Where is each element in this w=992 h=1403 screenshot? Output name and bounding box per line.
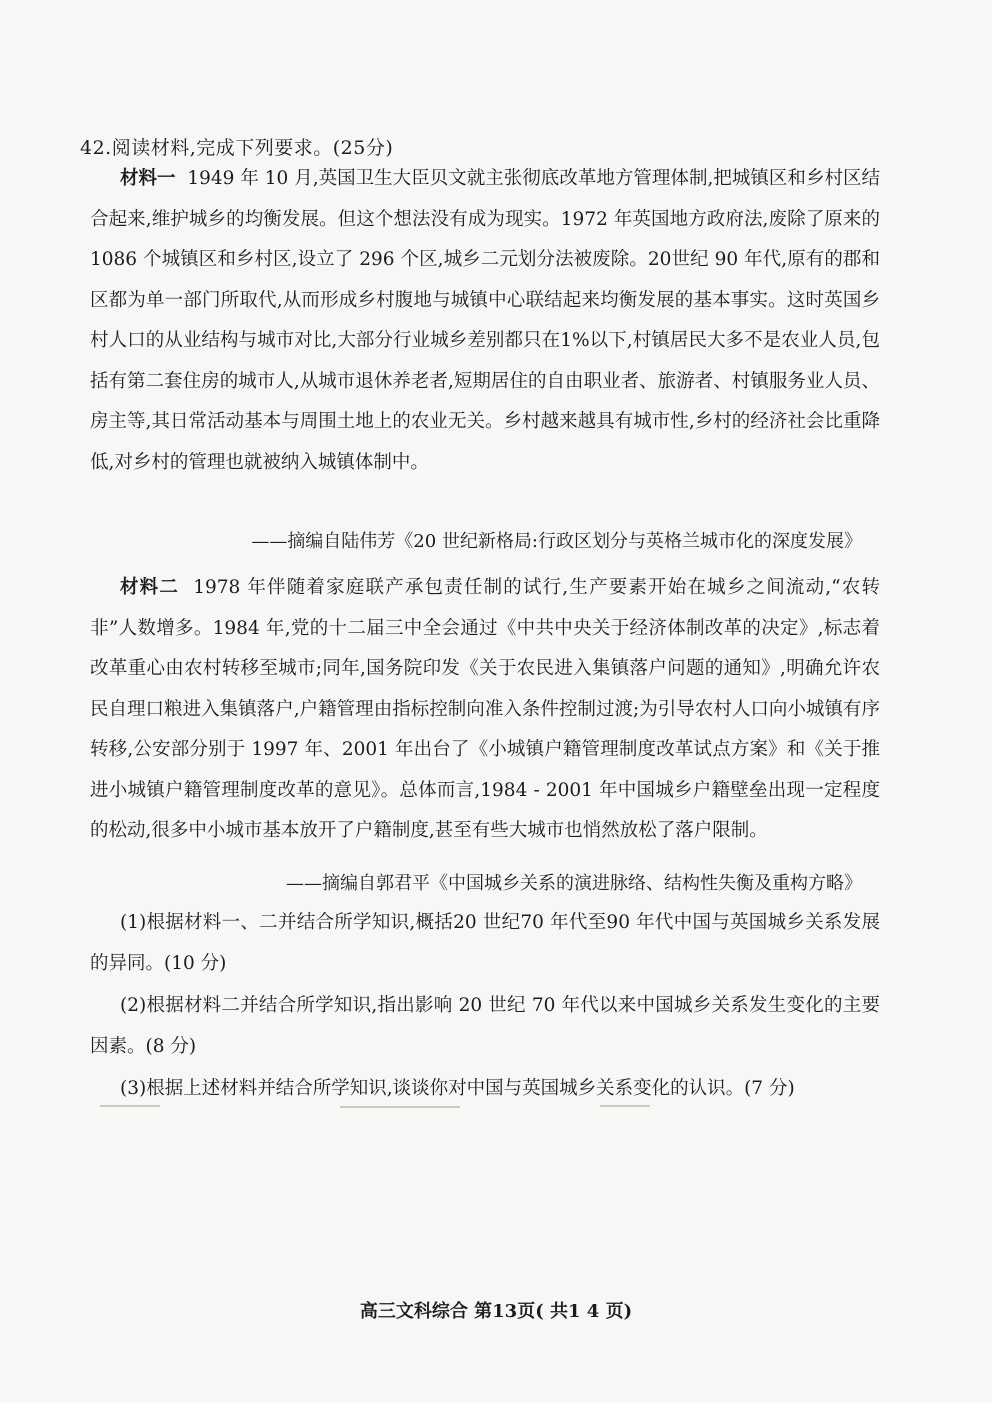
sub-question-2: (2)根据材料二并结合所学知识,指出影响 20 世纪 70 年代以来中国城乡关系发生变化的主要因素。(8 分) bbox=[90, 995, 880, 1057]
sub-question-1: (1)根据材料一、二并结合所学知识,概括20 世纪70 年代至90 年代中国与英国城乡关系发展的异同。(10 分) bbox=[90, 912, 880, 974]
material-two-paragraph bbox=[90, 568, 880, 852]
material-two-text: 1978 年伴随着家庭联产承包责任制的试行,生产要素开始在城乡之间流动,“农转非”人数增多。1984 年,党的十二届三中全会通过《中共中央关于经济体制改革的决定》,标志着改革重心由农村转移至城市;同年,国务院印发《关于农民进入集镇落户问题的通知》,明确允许农民自理口粮进入集镇落户,户籍管理由指标控制向准入条件控制过渡;为引导农村人口向小城镇有序转移,公安部分别于 1997 年、2001 年出台了《小城镇户籍管理制度改革试点方案》和《关于推进小城镇户籍管理制度改革的意见》。总体而言,1984 - 2001 年中国城乡户籍壁垒出现一定程度的松动,很多中小城市基本放开了户籍制度,甚至有些大城市也悄然放松了落户限制。 bbox=[90, 577, 880, 841]
page-footer: 高三文科综合 第13页( 共1 4 页) bbox=[359, 1301, 633, 1322]
material-one-label: 材料一 bbox=[120, 168, 176, 189]
material-two-label: 材料二 bbox=[120, 577, 180, 598]
scan-speck bbox=[340, 1106, 460, 1108]
scan-speck bbox=[600, 1105, 650, 1107]
material-one-text: 1949 年 10 月,英国卫生大臣贝文就主张彻底改革地方管理体制,把城镇区和乡村区结合起来,维护城乡的均衡发展。但这个想法没有成为现实。1972 年英国地方政府法,废除了原来的1086 个城镇区和乡村区,设立了 296 个区,城乡二元划分法被废除。20世纪 90 年代,原有的郡和区都为单一部门所取代,从而形成乡村腹地与城镇中心联结起来均衡发展的基本事实。这时英国乡村人口的从业结构与城市对比,大部分行业城乡差别都只在1%以下,村镇居民大多不是农业人员,包括有第二套住房的城市人,从城市退休养老者,短期居住的自由职业者、旅游者、村镇服务业人员、房主等,其日常活动基本与周围土地上的农业无关。乡村越来越具有城市性,乡村的经济社会比重降低,对乡村的管理也就被纳入城镇体制中。 bbox=[90, 168, 880, 473]
material-one-source: ——摘编自陆伟芳《20 世纪新格局:行政区划分与英格兰城市化的深度发展》 bbox=[251, 531, 862, 552]
scan-speck bbox=[100, 1105, 160, 1107]
sub-question-list bbox=[90, 902, 880, 1110]
sub-question-3: (3)根据上述材料并结合所学知识,谈谈你对中国与英国城乡关系变化的认识。(7 分) bbox=[120, 1078, 795, 1099]
material-two-source: ——摘编自郭君平《中国城乡关系的演进脉络、结构性失衡及重构方略》 bbox=[286, 873, 862, 894]
question-heading: 42.阅读材料,完成下列要求。(25分) bbox=[80, 137, 394, 159]
material-one-paragraph bbox=[90, 159, 880, 483]
